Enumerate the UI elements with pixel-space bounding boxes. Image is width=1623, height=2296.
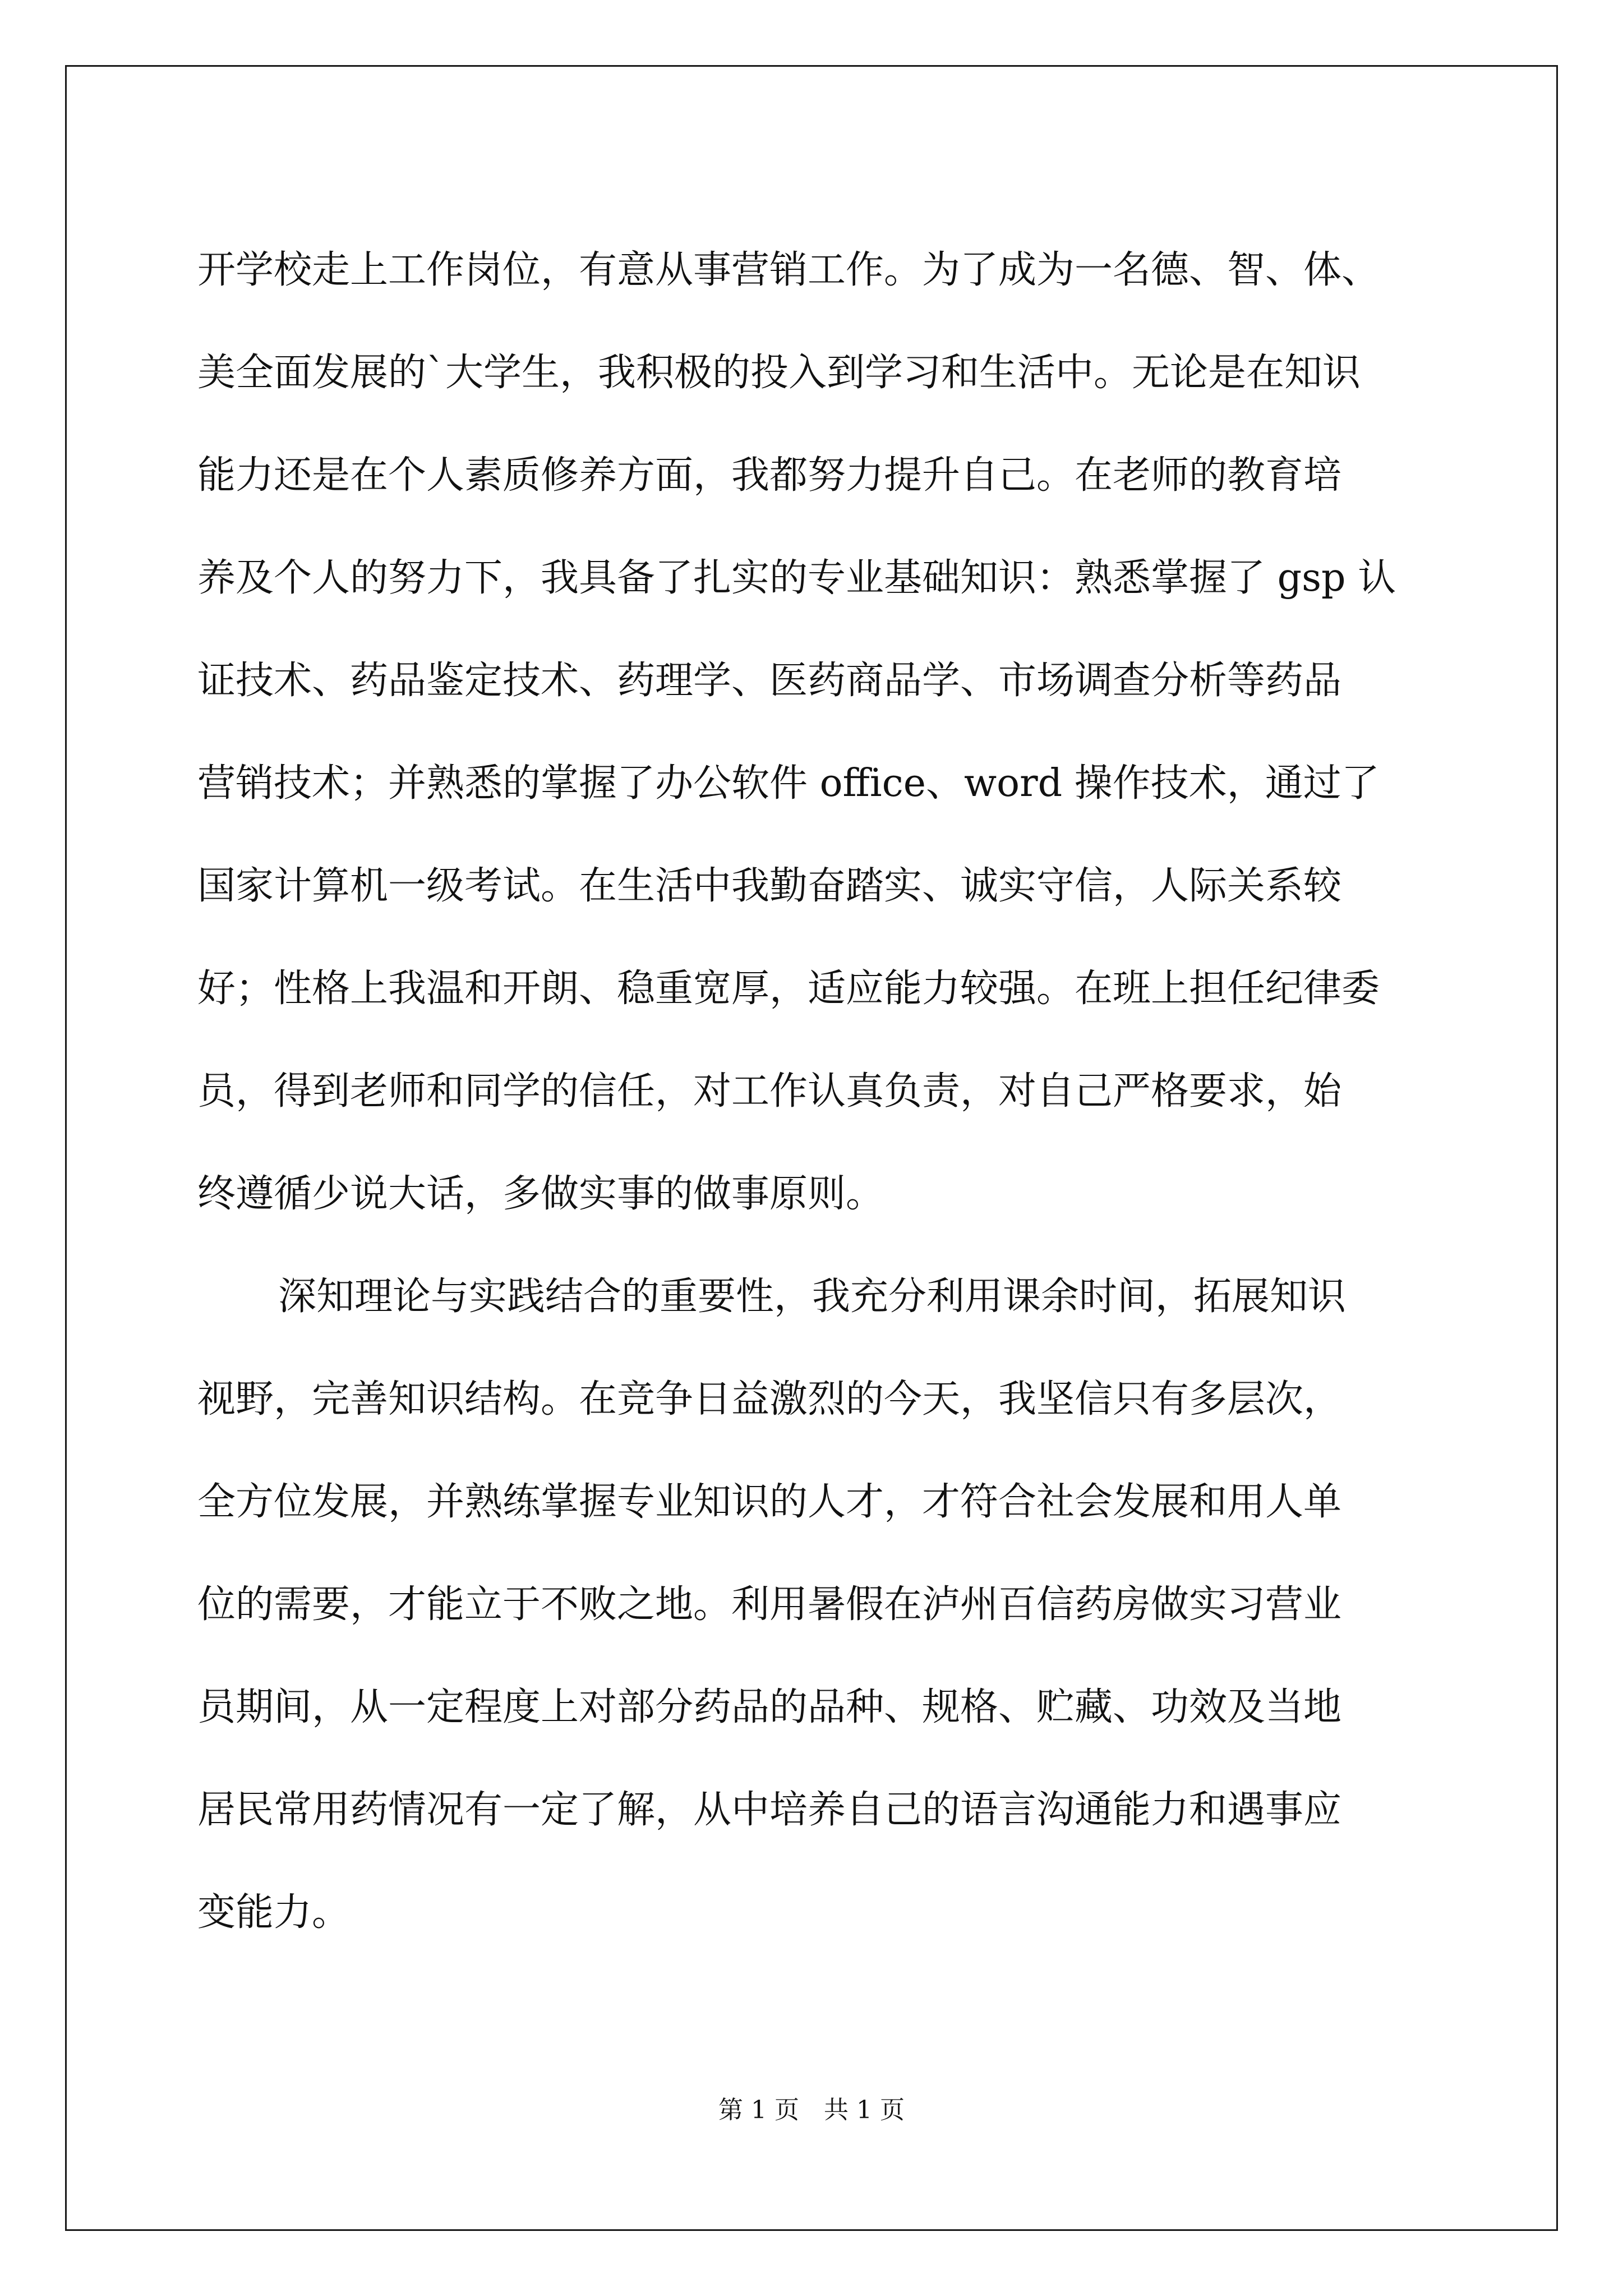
page-footer: 第 1 页 共 1 页 — [718, 2096, 905, 2124]
text-line: 居民常用药情况有一定了解，从中培养自己的语言沟通能力和遇事应 — [197, 1788, 1342, 1832]
text-line: 终遵循少说大话，多做实事的做事原则。 — [197, 1172, 884, 1216]
text-line: 全方位发展，并熟练掌握专业知识的人才，才符合社会发展和用人单 — [197, 1480, 1342, 1524]
text-line: 能力还是在个人素质修养方面，我都努力提升自己。在老师的教育培 — [197, 453, 1342, 498]
text-line: 变能力。 — [197, 1890, 351, 1935]
paragraph-2 — [197, 1245, 1454, 1964]
document-body — [197, 219, 1454, 1964]
text-line: 深知理论与实践结合的重要性，我充分利用课余时间，拓展知识 — [278, 1274, 1347, 1319]
text-line: 位的需要，才能立于不败之地。利用暑假在泸州百信药房做实习营业 — [197, 1582, 1342, 1627]
paragraph-1 — [197, 219, 1454, 1245]
text-line: 视野，完善知识结构。在竞争日益激烈的今天，我坚信只有多层次， — [197, 1377, 1342, 1421]
text-line: 开学校走上工作岗位，有意从事营销工作。为了成为一名德、智、体、 — [197, 248, 1380, 292]
text-line: 美全面发展的`大学生，我积极的投入到学习和生活中。无论是在知识 — [197, 351, 1361, 395]
text-line: 证技术、药品鉴定技术、药理学、医药商品学、市场调查分析等药品 — [197, 659, 1342, 703]
text-line: 国家计算机一级考试。在生活中我勤奋踏实、诚实守信，人际关系较 — [197, 864, 1342, 908]
text-line: 好；性格上我温和开朗、稳重宽厚，适应能力较强。在班上担任纪律委 — [197, 967, 1380, 1011]
text-line: 员期间，从一定程度上对部分药品的品种、规格、贮藏、功效及当地 — [197, 1685, 1342, 1729]
text-line: 养及个人的努力下，我具备了扎实的专业基础知识：熟悉掌握了 gsp 认 — [197, 556, 1396, 600]
text-line: 员，得到老师和同学的信任，对工作认真负责，对自己严格要求，始 — [197, 1069, 1342, 1114]
text-line: 营销技术；并熟悉的掌握了办公软件 office、word 操作技术，通过了 — [197, 761, 1380, 806]
